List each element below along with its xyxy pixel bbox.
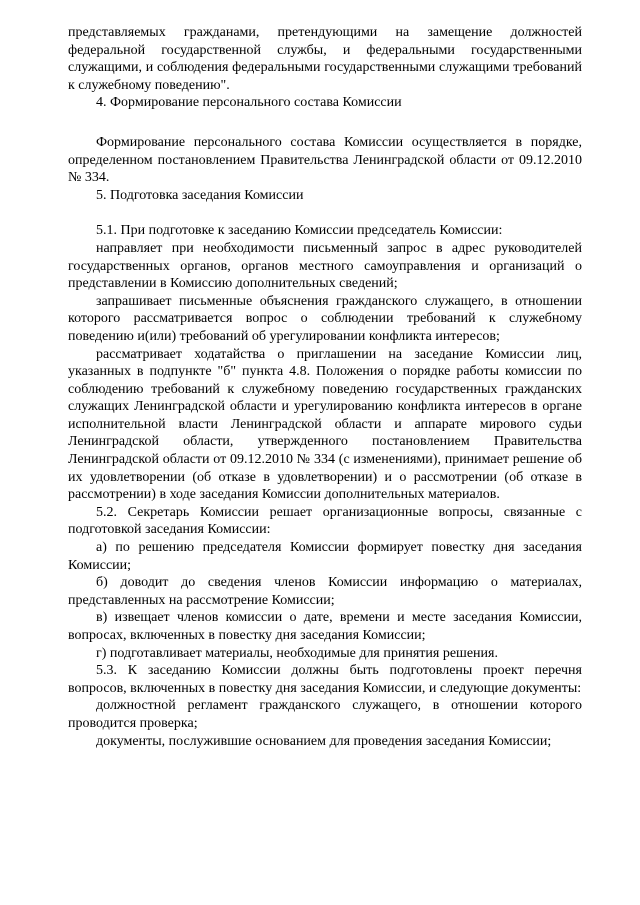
paragraph-continuation: представляемых гражданами, претендующими на замещение должностей федеральной государственной службы, и федеральными государственными служащими, и соблюдения федеральными государственными служащими требований к служебному поведению". [68,25,582,93]
list-item-g: г) подготавливает материалы, необходимые для принятия решения. [96,645,498,661]
paragraph-explanations: запрашивает письменные объяснения гражданского служащего, в отношении которого рассматривается вопрос о соблюдении требований к служебному поведению и(или) требований об урегулировании конфликта интересов; [68,293,582,344]
section-heading-4: 4. Формирование персонального состава Комиссии [96,95,402,111]
paragraph-composition: Формирование персонального состава Комиссии осуществляется в порядке, определенном постановлением Правительства Ленинградской области от 09.12.2010 № 334. [68,134,582,186]
section-heading-5: 5. Подготовка заседания Комиссии [96,187,304,203]
list-item-v: в) извещает членов комиссии о дате, времени и месте заседания Комиссии, вопросах, включенных в повестку дня заседания Комиссии; [68,610,582,643]
paragraph-5-3: 5.3. К заседанию Комиссии должны быть подготовлены проект перечня вопросов, включенных в повестку дня заседания Комиссии, и следующие документы: [68,663,582,696]
paragraph-documents: документы, послужившие основанием для проведения заседания Комиссии; [96,733,552,749]
paragraph-request: направляет при необходимости письменный запрос в адрес руководителей государственных органов, органов местного самоуправления и организаций о представлении в Комиссию дополнительных сведений; [68,240,582,292]
paragraph-petitions: рассматривает ходатайства о приглашении на заседание Комиссии лиц, указанных в подпункте "б" пункта 4.8. Положения о порядке работы комиссии по соблюдению требований к служебному поведению государственных гражданских служащих Ленинградской области и урегулированию конфликта интересов в органе исполнительной власти Ленинградской области и аппарате мирового судьи Ленинградской области, утвержденного постановлением Правительства Ленинградской области от 09.12.2010 № 334 (с изменениями), принимает решение об их удовлетворении (об отказе в удовлетворении) и о рассмотрении (об отказе в рассмотрении) в ходе заседания Комиссии дополнительных материалов. [68,346,582,503]
list-item-b: б) доводит до сведения членов Комиссии информацию о материалах, представленных на рассмотрение Комиссии; [68,575,582,608]
list-item-a: а) по решению председателя Комиссии формирует повестку дня заседания Комиссии; [68,540,582,573]
paragraph-regulation: должностной регламент гражданского служащего, в отношении которого проводится проверка; [68,698,582,731]
paragraph-5-2: 5.2. Секретарь Комиссии решает организационные вопросы, связанные с подготовкой заседания Комиссии: [68,504,582,538]
paragraph-5-1: 5.1. При подготовке к заседанию Комиссии председатель Комиссии: [96,223,503,239]
